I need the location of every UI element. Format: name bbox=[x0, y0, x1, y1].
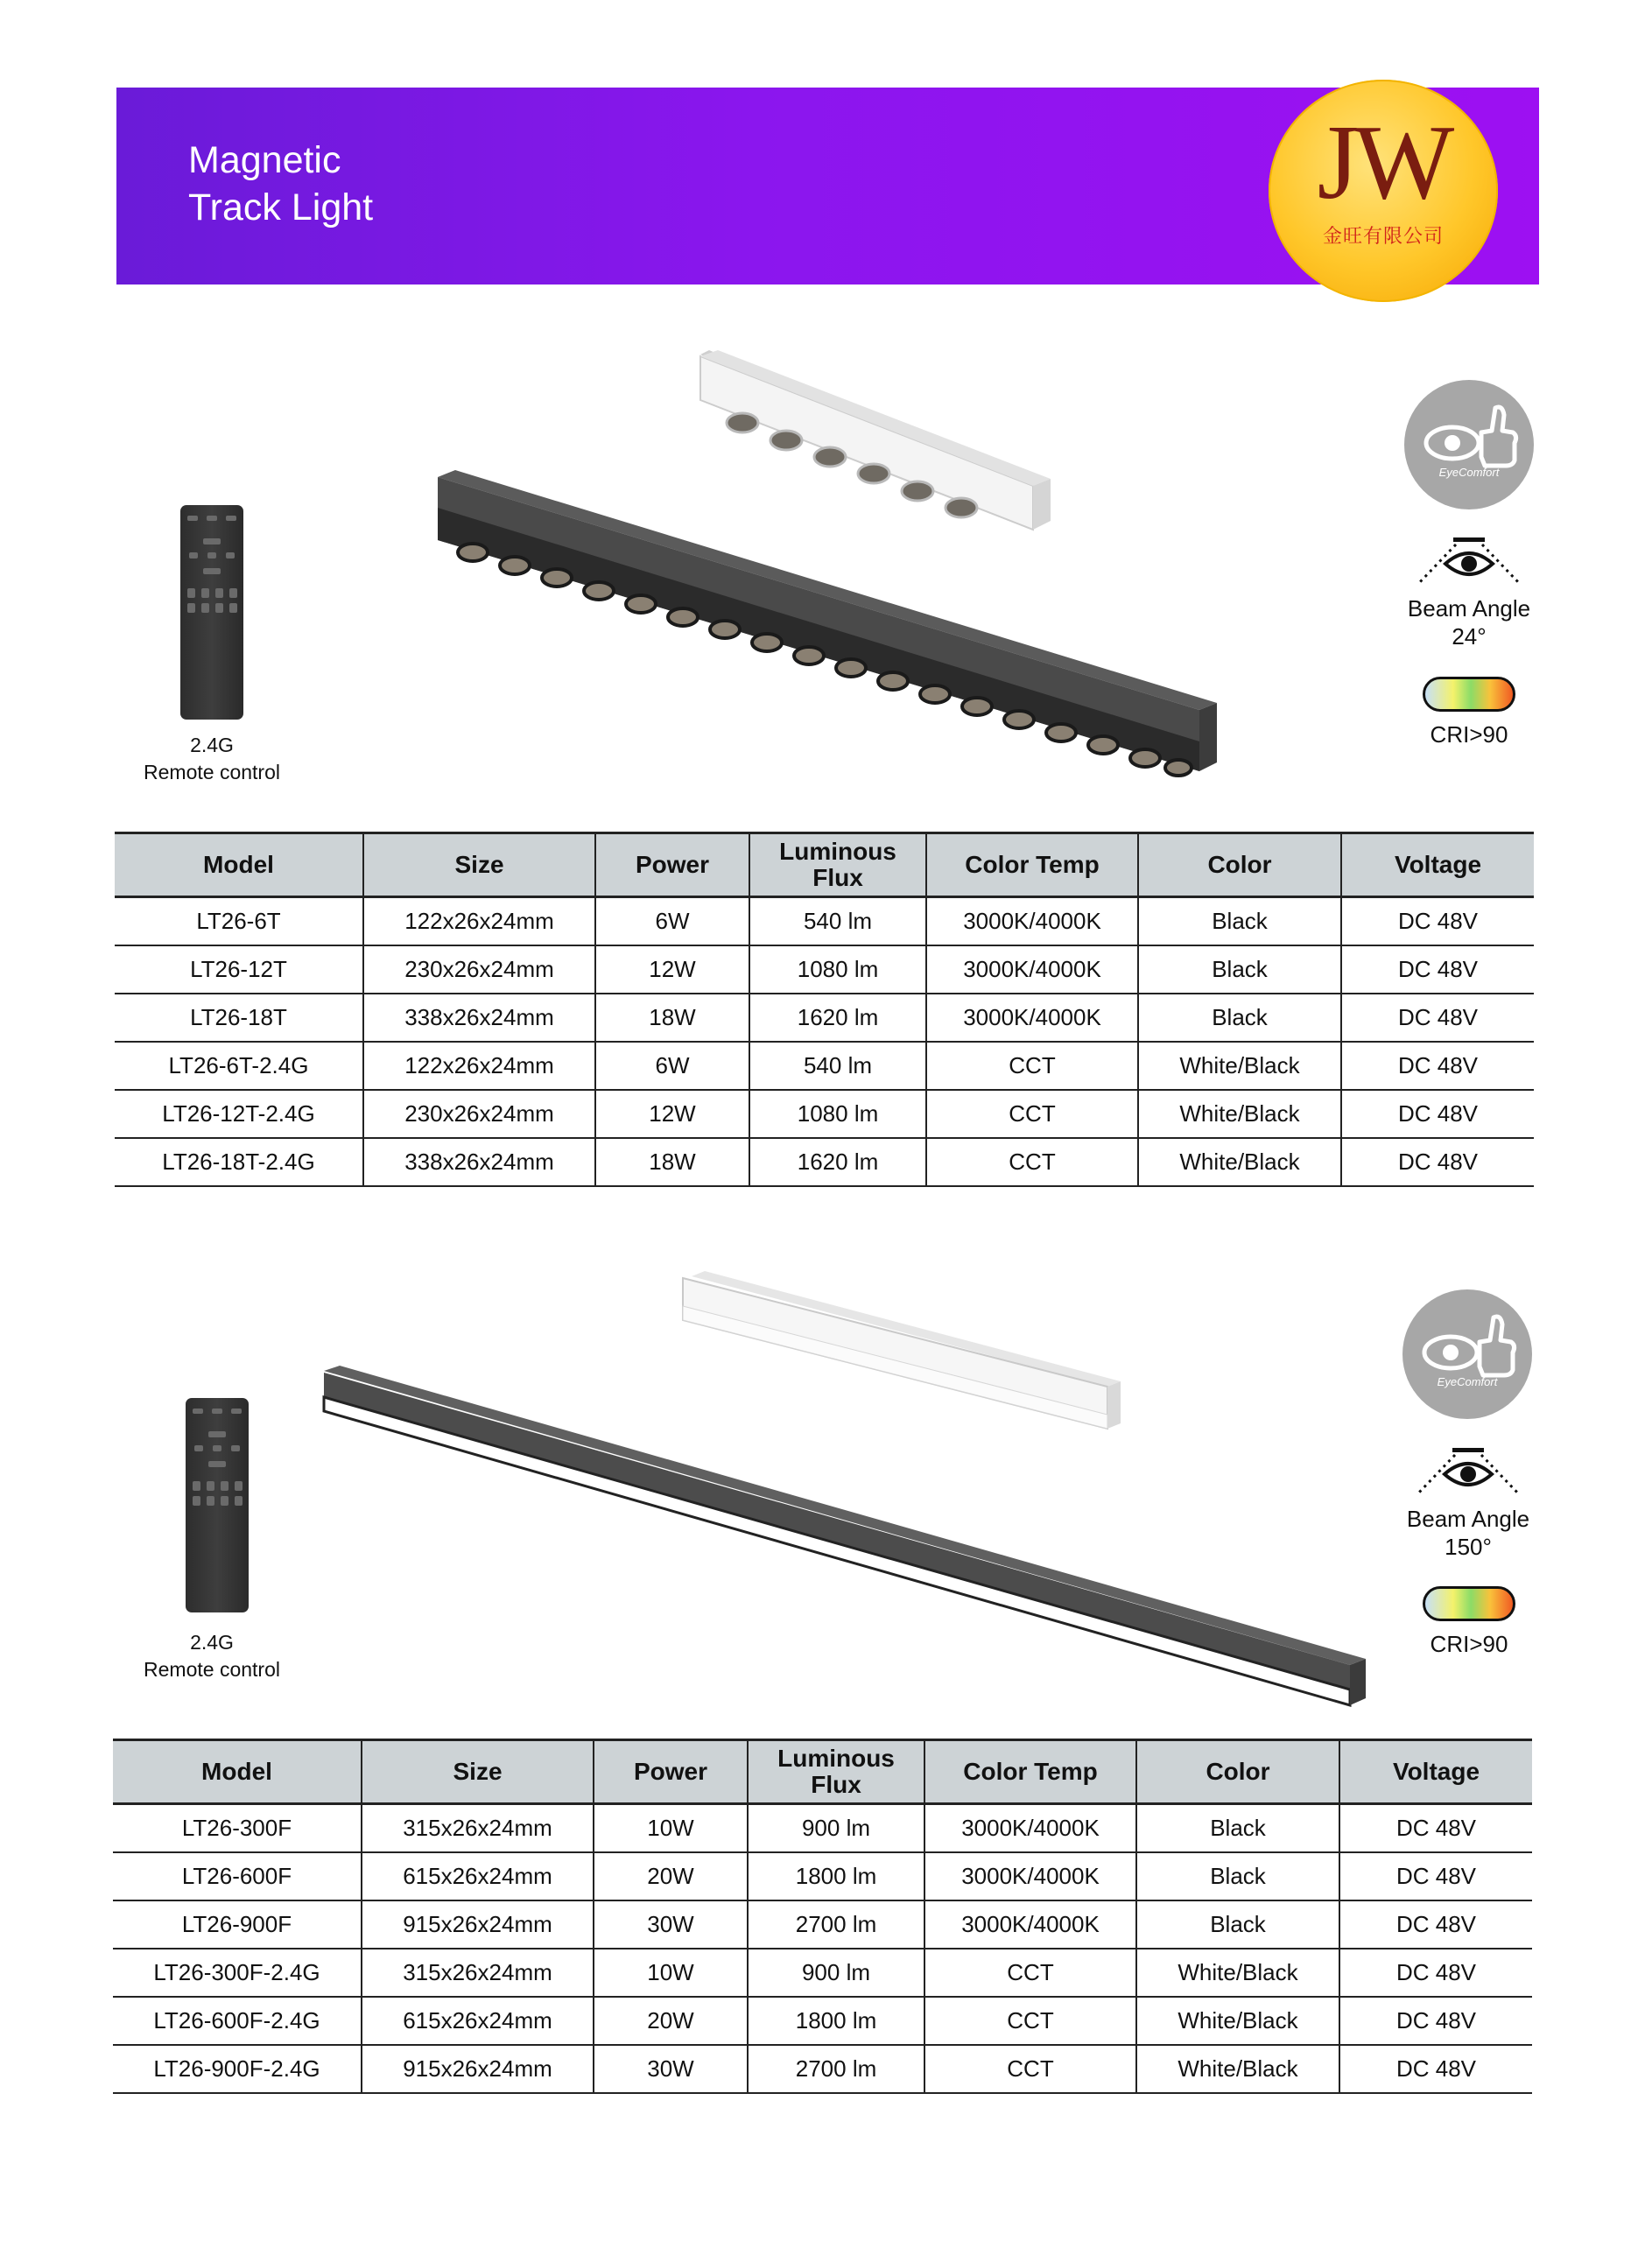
beam-angle-icon bbox=[1411, 1446, 1525, 1500]
cell-color: Black bbox=[1138, 897, 1341, 946]
cell-model: LT26-900F bbox=[113, 1900, 362, 1949]
cell-color: White/Black bbox=[1136, 1949, 1339, 1997]
cell-size: 615x26x24mm bbox=[362, 1852, 594, 1900]
header-model: Model bbox=[115, 833, 363, 897]
cell-model: LT26-6T bbox=[115, 897, 363, 946]
cell-flux: 1800 lm bbox=[748, 1852, 924, 1900]
cell-size: 915x26x24mm bbox=[362, 2045, 594, 2093]
cell-color-temp: 3000K/4000K bbox=[926, 994, 1138, 1042]
table-row bbox=[113, 1949, 1532, 1997]
cell-power: 18W bbox=[595, 994, 749, 1042]
eye-comfort-icon bbox=[1402, 1289, 1532, 1419]
cell-model: LT26-600F bbox=[113, 1852, 362, 1900]
header-luminous-flux: Luminous Flux bbox=[748, 1740, 924, 1804]
logo-company-name: 金旺有限公司 bbox=[1322, 225, 1444, 247]
cell-size: 122x26x24mm bbox=[363, 1042, 595, 1090]
header-voltage: Voltage bbox=[1341, 833, 1534, 897]
cell-power: 10W bbox=[594, 1949, 748, 1997]
cell-power: 18W bbox=[595, 1138, 749, 1186]
header-power: Power bbox=[594, 1740, 748, 1804]
cell-size: 915x26x24mm bbox=[362, 1900, 594, 1949]
eye-thumb-icon bbox=[1402, 1289, 1532, 1419]
cell-color: White/Black bbox=[1138, 1138, 1341, 1186]
table-row bbox=[113, 1852, 1532, 1900]
cell-flux: 540 lm bbox=[749, 897, 926, 946]
cell-voltage: DC 48V bbox=[1341, 945, 1534, 994]
cell-voltage: DC 48V bbox=[1339, 1852, 1532, 1900]
product-image-grille-lights bbox=[420, 346, 1226, 792]
cell-color-temp: 3000K/4000K bbox=[926, 897, 1138, 946]
remote-caption-line1: 2.4G bbox=[190, 734, 234, 756]
black-grille-module bbox=[438, 470, 1217, 776]
cell-color-temp: CCT bbox=[924, 1949, 1136, 1997]
header-luminous-flux: Luminous Flux bbox=[749, 833, 926, 897]
cell-color: White/Black bbox=[1138, 1090, 1341, 1138]
cell-size: 230x26x24mm bbox=[363, 945, 595, 994]
title-line-1: Magnetic bbox=[188, 139, 341, 181]
cell-size: 338x26x24mm bbox=[363, 1138, 595, 1186]
cell-model: LT26-12T bbox=[115, 945, 363, 994]
cell-power: 10W bbox=[594, 1804, 748, 1853]
page-title bbox=[188, 137, 373, 231]
beam-angle-icon bbox=[1412, 536, 1526, 590]
cell-flux: 540 lm bbox=[749, 1042, 926, 1090]
table-row bbox=[115, 994, 1534, 1042]
cell-color-temp: 3000K/4000K bbox=[924, 1900, 1136, 1949]
cell-flux: 2700 lm bbox=[748, 2045, 924, 2093]
logo-letters: JW bbox=[1317, 103, 1450, 221]
cell-voltage: DC 48V bbox=[1339, 1997, 1532, 2045]
cell-color-temp: CCT bbox=[926, 1090, 1138, 1138]
table-row bbox=[113, 1997, 1532, 2045]
cell-flux: 900 lm bbox=[748, 1804, 924, 1853]
header-size: Size bbox=[362, 1740, 594, 1804]
beam-angle-label: Beam Angle bbox=[1407, 595, 1531, 622]
beam-angle-value: 150° bbox=[1445, 1534, 1492, 1560]
cell-model: LT26-300F bbox=[113, 1804, 362, 1853]
color-spectrum-icon bbox=[1423, 1586, 1515, 1621]
cell-color: Black bbox=[1136, 1900, 1339, 1949]
cell-color-temp: CCT bbox=[924, 1997, 1136, 2045]
cell-voltage: DC 48V bbox=[1339, 1900, 1532, 1949]
cell-power: 30W bbox=[594, 2045, 748, 2093]
cell-voltage: DC 48V bbox=[1339, 1949, 1532, 1997]
eye-comfort-label: EyeComfort bbox=[1437, 1375, 1498, 1388]
cell-flux: 2700 lm bbox=[748, 1900, 924, 1949]
white-linear-module bbox=[683, 1271, 1121, 1429]
cell-model: LT26-18T bbox=[115, 994, 363, 1042]
cell-flux: 1800 lm bbox=[748, 1997, 924, 2045]
cell-flux: 900 lm bbox=[748, 1949, 924, 1997]
cell-voltage: DC 48V bbox=[1339, 2045, 1532, 2093]
cell-color: White/Black bbox=[1138, 1042, 1341, 1090]
cell-color: Black bbox=[1136, 1804, 1339, 1853]
remote-caption-line2: Remote control bbox=[144, 1658, 280, 1681]
remote-caption bbox=[107, 732, 317, 786]
cell-model: LT26-12T-2.4G bbox=[115, 1090, 363, 1138]
cell-color-temp: 3000K/4000K bbox=[924, 1852, 1136, 1900]
cell-color-temp: CCT bbox=[926, 1138, 1138, 1186]
cell-model: LT26-6T-2.4G bbox=[115, 1042, 363, 1090]
black-linear-module bbox=[324, 1366, 1366, 1705]
header-model: Model bbox=[113, 1740, 362, 1804]
cell-power: 30W bbox=[594, 1900, 748, 1949]
table-row bbox=[115, 945, 1534, 994]
cell-color-temp: CCT bbox=[924, 2045, 1136, 2093]
cell-color: Black bbox=[1138, 994, 1341, 1042]
remote-caption-line1: 2.4G bbox=[190, 1631, 234, 1654]
beam-angle-label: Beam Angle bbox=[1406, 1506, 1530, 1532]
header-color: Color bbox=[1136, 1740, 1339, 1804]
cell-flux: 1080 lm bbox=[749, 1090, 926, 1138]
cell-flux: 1620 lm bbox=[749, 994, 926, 1042]
table-header-row bbox=[115, 833, 1534, 897]
cri-badge bbox=[1386, 1586, 1552, 1658]
spec-table-linear bbox=[113, 1739, 1532, 2094]
cell-power: 12W bbox=[595, 1090, 749, 1138]
remote-caption bbox=[107, 1629, 317, 1683]
product-image-linear-lights bbox=[315, 1269, 1383, 1716]
header-color: Color bbox=[1138, 833, 1341, 897]
header-color-temp: Color Temp bbox=[926, 833, 1138, 897]
cell-power: 20W bbox=[594, 1997, 748, 2045]
cell-flux: 1620 lm bbox=[749, 1138, 926, 1186]
table-row bbox=[115, 1138, 1534, 1186]
header-voltage: Voltage bbox=[1339, 1740, 1532, 1804]
remote-caption-line2: Remote control bbox=[144, 761, 280, 783]
table-row bbox=[113, 1900, 1532, 1949]
cell-power: 6W bbox=[595, 897, 749, 946]
cell-power: 6W bbox=[595, 1042, 749, 1090]
cell-flux: 1080 lm bbox=[749, 945, 926, 994]
cell-color: Black bbox=[1136, 1852, 1339, 1900]
white-grille-module bbox=[700, 350, 1051, 530]
cell-model: LT26-900F-2.4G bbox=[113, 2045, 362, 2093]
header-power: Power bbox=[595, 833, 749, 897]
cell-voltage: DC 48V bbox=[1341, 897, 1534, 946]
remote-control-image bbox=[180, 505, 243, 720]
beam-angle-badge bbox=[1386, 536, 1552, 650]
cell-model: LT26-300F-2.4G bbox=[113, 1949, 362, 1997]
header-size: Size bbox=[363, 833, 595, 897]
table-row bbox=[115, 1090, 1534, 1138]
table-row bbox=[115, 897, 1534, 946]
spec-table-grille bbox=[115, 832, 1534, 1187]
cell-color-temp: 3000K/4000K bbox=[924, 1804, 1136, 1853]
cell-size: 230x26x24mm bbox=[363, 1090, 595, 1138]
table-header-row bbox=[113, 1740, 1532, 1804]
cell-color-temp: CCT bbox=[926, 1042, 1138, 1090]
title-line-2: Track Light bbox=[188, 186, 374, 228]
cell-color-temp: 3000K/4000K bbox=[926, 945, 1138, 994]
beam-angle-value: 24° bbox=[1452, 623, 1487, 650]
cell-voltage: DC 48V bbox=[1341, 1090, 1534, 1138]
header-color-temp: Color Temp bbox=[924, 1740, 1136, 1804]
eye-thumb-icon bbox=[1404, 380, 1534, 509]
beam-angle-badge bbox=[1385, 1446, 1551, 1561]
cell-size: 615x26x24mm bbox=[362, 1997, 594, 2045]
cri-label: CRI>90 bbox=[1430, 1631, 1508, 1657]
cell-voltage: DC 48V bbox=[1341, 1042, 1534, 1090]
table-row bbox=[113, 2045, 1532, 2093]
cell-color: White/Black bbox=[1136, 2045, 1339, 2093]
cell-model: LT26-18T-2.4G bbox=[115, 1138, 363, 1186]
table-row bbox=[115, 1042, 1534, 1090]
cell-size: 338x26x24mm bbox=[363, 994, 595, 1042]
cri-badge bbox=[1386, 677, 1552, 748]
eye-comfort-icon bbox=[1404, 380, 1534, 509]
cell-color: Black bbox=[1138, 945, 1341, 994]
eye-comfort-label: EyeComfort bbox=[1438, 466, 1500, 479]
color-spectrum-icon bbox=[1423, 677, 1515, 712]
table-row bbox=[113, 1804, 1532, 1853]
cell-power: 12W bbox=[595, 945, 749, 994]
cell-voltage: DC 48V bbox=[1341, 994, 1534, 1042]
cell-size: 122x26x24mm bbox=[363, 897, 595, 946]
cell-size: 315x26x24mm bbox=[362, 1804, 594, 1853]
cell-voltage: DC 48V bbox=[1339, 1804, 1532, 1853]
cell-size: 315x26x24mm bbox=[362, 1949, 594, 1997]
cell-model: LT26-600F-2.4G bbox=[113, 1997, 362, 2045]
cell-power: 20W bbox=[594, 1852, 748, 1900]
company-logo bbox=[1269, 80, 1498, 302]
cell-color: White/Black bbox=[1136, 1997, 1339, 2045]
remote-control-image bbox=[186, 1398, 249, 1612]
cell-voltage: DC 48V bbox=[1341, 1138, 1534, 1186]
cri-label: CRI>90 bbox=[1430, 721, 1508, 748]
